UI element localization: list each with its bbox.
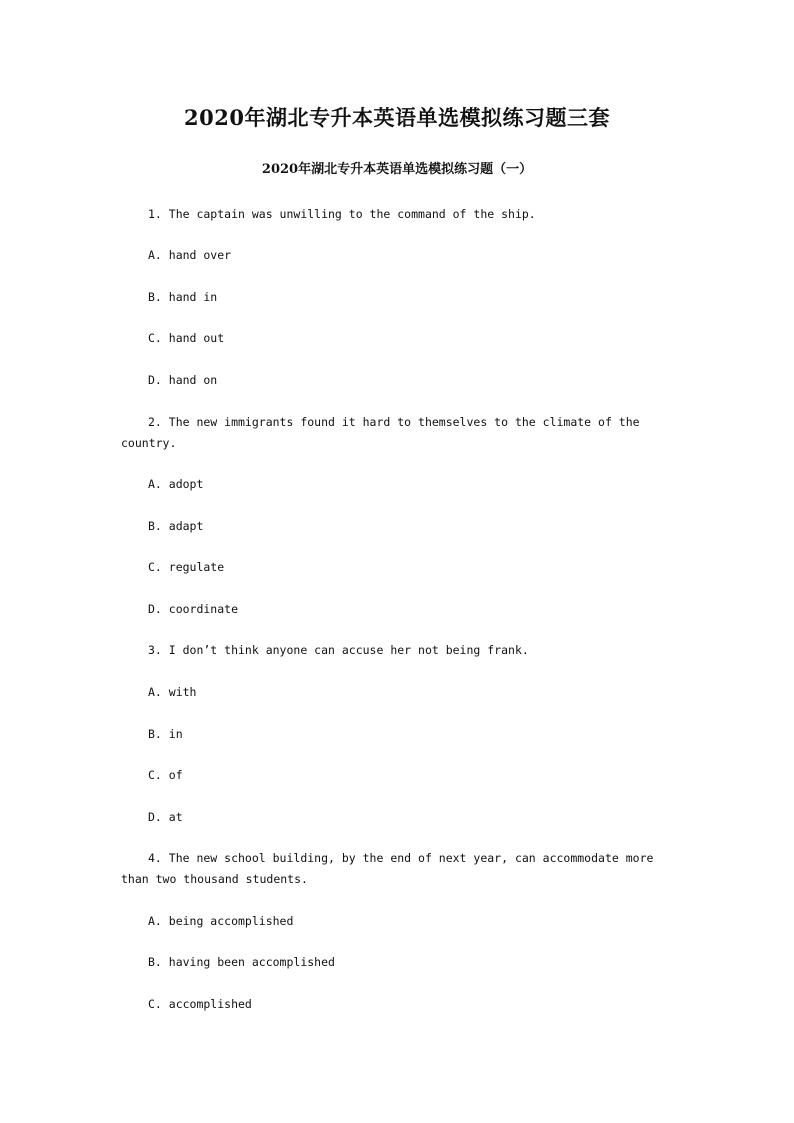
- question-2-option-d: D. coordinate: [148, 602, 239, 616]
- question-4-option-b: B. having been accomplished: [148, 955, 335, 969]
- question-3-option-d: D. at: [148, 810, 183, 824]
- question-2-stem-continued: country.: [121, 436, 177, 450]
- question-4-option-a: A. being accomplished: [148, 914, 294, 928]
- question-4-stem-continued: than two thousand students.: [121, 872, 308, 886]
- question-1-option-a: A. hand over: [148, 248, 232, 262]
- question-2-option-b: B. adapt: [148, 519, 204, 533]
- question-3-option-c: C. of: [148, 768, 183, 782]
- question-3-option-a: A. with: [148, 685, 197, 699]
- question-1-option-c: C. hand out: [148, 331, 225, 345]
- question-4-stem: 4. The new school building, by the end of next year, can accommodate more: [148, 851, 654, 865]
- question-3-option-b: B. in: [148, 727, 183, 741]
- question-1-option-b: B. hand in: [148, 290, 218, 304]
- document-title: 2020年湖北专升本英语单选模拟练习题三套: [184, 105, 610, 130]
- question-1-stem: 1. The captain was unwilling to the command of the ship.: [148, 207, 536, 221]
- section-subtitle: 2020年湖北专升本英语单选模拟练习题（一）: [261, 162, 533, 177]
- question-2-option-a: A. adopt: [148, 477, 204, 491]
- question-3-stem: 3. I don’t think anyone can accuse her not being frank.: [148, 643, 529, 657]
- question-1-option-d: D. hand on: [148, 373, 218, 387]
- question-2-stem: 2. The new immigrants found it hard to themselves to the climate of the: [148, 415, 640, 429]
- question-4-option-c: C. accomplished: [148, 997, 252, 1011]
- question-2-option-c: C. regulate: [148, 560, 225, 574]
